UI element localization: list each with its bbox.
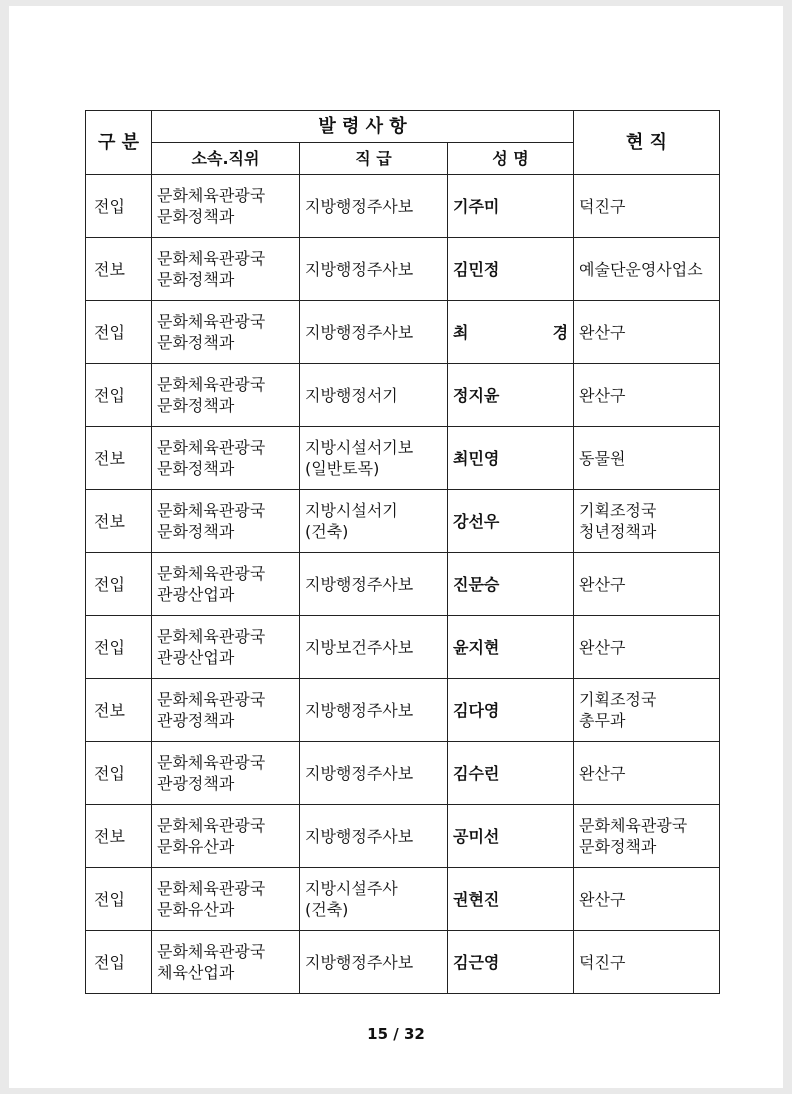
name-cell: [448, 364, 574, 427]
table-row: [86, 742, 720, 805]
grade-cell: [300, 868, 448, 931]
name-cell: [448, 805, 574, 868]
division-cell: 전입: [86, 868, 152, 931]
cell-line: 지방시설서기보: [305, 438, 414, 457]
cell-line: 김근영: [453, 952, 500, 972]
affiliation-cell: [152, 805, 300, 868]
cell-line: 완산구: [579, 637, 626, 657]
page-number: 15 / 32: [367, 1025, 425, 1043]
division-cell: 전입: [86, 931, 152, 994]
name-cell: [448, 553, 574, 616]
cell-line: 지방행정주사보: [305, 763, 414, 783]
cell-line: 지방보건주사보: [305, 637, 414, 657]
table-row: [86, 301, 720, 364]
grade-cell: [300, 364, 448, 427]
cell-line: 관광산업과: [157, 585, 235, 604]
current-position-cell: [574, 616, 720, 679]
cell-line: 지방행정주사보: [305, 259, 414, 279]
cell-line: 문화체육관광국: [157, 942, 266, 961]
cell-line: 체육산업과: [157, 963, 235, 982]
cell-line: 진문승: [453, 574, 500, 594]
cell-line: 지방행정주사보: [305, 196, 414, 216]
cell-line: 지방행정서기: [305, 385, 398, 405]
cell-line: 김민정: [453, 259, 500, 279]
name-cell: [448, 616, 574, 679]
name-cell: [448, 931, 574, 994]
cell-line: 기획조정국: [579, 690, 657, 709]
grade-cell: [300, 175, 448, 238]
table-row: [86, 427, 720, 490]
division-cell: 전보: [86, 805, 152, 868]
cell-line: 지방시설주사: [305, 879, 398, 898]
cell-line: 완산구: [579, 889, 626, 909]
current-position-cell: [574, 553, 720, 616]
cell-line: 문화정책과: [157, 396, 235, 415]
affiliation-cell: [152, 427, 300, 490]
grade-cell: [300, 427, 448, 490]
cell-line: 지방행정주사보: [305, 574, 414, 594]
cell-line: 완산구: [579, 322, 626, 342]
cell-line: 문화유산과: [157, 837, 235, 856]
table-row: [86, 679, 720, 742]
grade-cell: [300, 553, 448, 616]
table-row: [86, 175, 720, 238]
current-position-cell: [574, 364, 720, 427]
cell-line: 기획조정국: [579, 501, 657, 520]
grade-cell: [300, 490, 448, 553]
cell-line: 문화정책과: [579, 837, 657, 856]
cell-line: 문화정책과: [157, 270, 235, 289]
cell-line: 덕진구: [579, 196, 626, 216]
personnel-table: [85, 110, 720, 994]
cell-line: 문화체육관광국: [157, 816, 266, 835]
cell-line: 문화체육관광국: [579, 816, 688, 835]
table-row: [86, 238, 720, 301]
name-cell: [448, 679, 574, 742]
affiliation-cell: [152, 364, 300, 427]
grade-cell: [300, 238, 448, 301]
name-cell: [448, 490, 574, 553]
affiliation-cell: [152, 679, 300, 742]
current-position-cell: [574, 805, 720, 868]
name-cell: [448, 742, 574, 805]
name-cell: [448, 238, 574, 301]
cell-line: 문화체육관광국: [157, 438, 266, 457]
cell-line: 지방행정주사보: [305, 952, 414, 972]
cell-line: 문화정책과: [157, 459, 235, 478]
table-row: [86, 805, 720, 868]
table-row: [86, 931, 720, 994]
cell-line: 예술단운영사업소: [579, 259, 703, 279]
header-appointment: 발 령 사 항: [152, 111, 574, 143]
header-grade: 직 급: [300, 143, 448, 175]
affiliation-cell: [152, 553, 300, 616]
table-row: [86, 868, 720, 931]
division-cell: 전입: [86, 175, 152, 238]
cell-line: 문화체육관광국: [157, 627, 266, 646]
division-cell: 전입: [86, 301, 152, 364]
grade-cell: [300, 931, 448, 994]
cell-line: 김다영: [453, 700, 500, 720]
current-position-cell: [574, 301, 720, 364]
affiliation-cell: [152, 238, 300, 301]
table-row: [86, 364, 720, 427]
affiliation-cell: [152, 301, 300, 364]
cell-line: 문화체육관광국: [157, 690, 266, 709]
cell-line: 문화체육관광국: [157, 312, 266, 331]
current-position-cell: [574, 490, 720, 553]
table-row: [86, 490, 720, 553]
cell-line: 지방행정주사보: [305, 700, 414, 720]
cell-line: 동물원: [579, 448, 626, 468]
cell-line: 지방행정주사보: [305, 826, 414, 846]
cell-line: 권현진: [453, 889, 500, 909]
cell-line: 완산구: [579, 574, 626, 594]
division-cell: 전입: [86, 616, 152, 679]
cell-line: 덕진구: [579, 952, 626, 972]
name-cell: [448, 868, 574, 931]
cell-line: (일반토목): [305, 459, 380, 478]
cell-line: 지방시설서기: [305, 501, 398, 520]
current-position-cell: [574, 427, 720, 490]
cell-line: 문화체육관광국: [157, 564, 266, 583]
affiliation-cell: [152, 742, 300, 805]
cell-line: 총무과: [579, 711, 626, 730]
division-cell: 전입: [86, 742, 152, 805]
header-name: 성 명: [448, 143, 574, 175]
current-position-cell: [574, 238, 720, 301]
grade-cell: [300, 301, 448, 364]
header-division: 구 분: [86, 111, 152, 175]
current-position-cell: [574, 868, 720, 931]
division-cell: 전입: [86, 553, 152, 616]
cell-line: 문화정책과: [157, 333, 235, 352]
grade-cell: [300, 616, 448, 679]
cell-line: 김수린: [453, 763, 500, 783]
cell-line: 완산구: [579, 763, 626, 783]
cell-line: 문화체육관광국: [157, 501, 266, 520]
current-position-cell: [574, 679, 720, 742]
cell-line: 문화정책과: [157, 522, 235, 541]
table-row: [86, 616, 720, 679]
current-position-cell: [574, 175, 720, 238]
cell-line: 관광정책과: [157, 711, 235, 730]
cell-line: 청년정책과: [579, 522, 657, 541]
cell-line: (건축): [305, 900, 349, 919]
affiliation-cell: [152, 175, 300, 238]
grade-cell: [300, 805, 448, 868]
cell-line: 관광산업과: [157, 648, 235, 667]
cell-line: 지방행정주사보: [305, 322, 414, 342]
cell-line: 기주미: [453, 196, 500, 216]
affiliation-cell: [152, 490, 300, 553]
cell-line: 문화체육관광국: [157, 879, 266, 898]
grade-cell: [300, 679, 448, 742]
cell-line: 문화체육관광국: [157, 753, 266, 772]
cell-line: 최 경: [453, 322, 569, 342]
cell-line: 관광정책과: [157, 774, 235, 793]
cell-line: 문화체육관광국: [157, 375, 266, 394]
current-position-cell: [574, 742, 720, 805]
cell-line: (건축): [305, 522, 349, 541]
division-cell: 전보: [86, 490, 152, 553]
name-cell: [448, 301, 574, 364]
current-position-cell: [574, 931, 720, 994]
affiliation-cell: [152, 931, 300, 994]
division-cell: 전보: [86, 238, 152, 301]
cell-line: 최민영: [453, 448, 500, 468]
grade-cell: [300, 742, 448, 805]
affiliation-cell: [152, 868, 300, 931]
header-affiliation: 소속.직위: [152, 143, 300, 175]
name-cell: [448, 427, 574, 490]
affiliation-cell: [152, 616, 300, 679]
name-cell: [448, 175, 574, 238]
division-cell: 전입: [86, 364, 152, 427]
cell-line: 공미선: [453, 826, 500, 846]
cell-line: 문화유산과: [157, 900, 235, 919]
cell-line: 윤지현: [453, 637, 500, 657]
header-current-position: 현 직: [574, 111, 720, 175]
cell-line: 강선우: [453, 511, 500, 531]
cell-line: 문화체육관광국: [157, 186, 266, 205]
cell-line: 문화정책과: [157, 207, 235, 226]
document-page: [9, 6, 783, 1088]
cell-line: 완산구: [579, 385, 626, 405]
cell-line: 문화체육관광국: [157, 249, 266, 268]
division-cell: 전보: [86, 679, 152, 742]
table-row: [86, 553, 720, 616]
cell-line: 정지윤: [453, 385, 500, 405]
division-cell: 전보: [86, 427, 152, 490]
